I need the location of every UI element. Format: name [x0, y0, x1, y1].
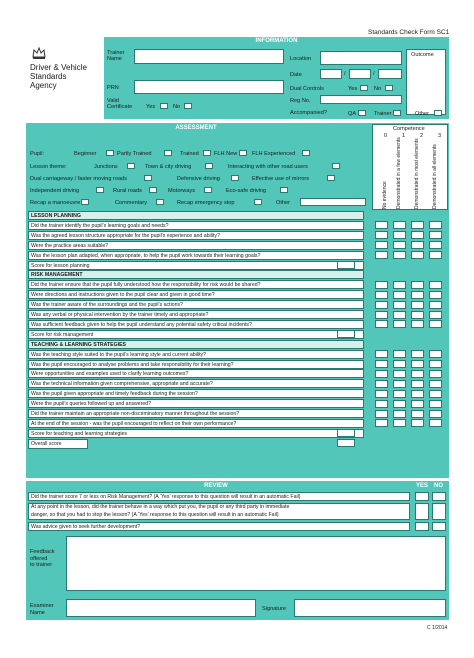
lesson-planning-item-2-level-3-checkbox[interactable] [429, 231, 442, 239]
theme-recap-manoeuvre-label: Recap a manoeuvre [30, 200, 81, 206]
level-1-desc: Demonstrated in a few elements [396, 137, 402, 209]
prn-label: PRN [107, 85, 119, 91]
teaching-learning-item-3-level-0-checkbox[interactable] [375, 370, 388, 378]
signature-field[interactable] [294, 599, 446, 617]
lesson-planning-item-2-level-0-checkbox[interactable] [375, 231, 388, 239]
review-q2 [28, 503, 410, 520]
overall-score-field[interactable] [337, 439, 355, 447]
lesson-planning-item-1-level-2-checkbox[interactable] [411, 221, 424, 229]
theme-mirrors-checkbox[interactable] [327, 175, 335, 181]
risk-management-item-1-level-3-checkbox[interactable] [429, 281, 442, 289]
risk-management-item-2-level-0-checkbox[interactable] [375, 291, 388, 299]
theme-recap-manoeuvre-checkbox[interactable] [81, 199, 89, 205]
theme-eco-checkbox[interactable] [280, 187, 288, 193]
assessment-title: ASSESSMENT [175, 125, 217, 131]
theme-junctions-label: Junctions [94, 164, 118, 170]
outcome-box[interactable] [406, 49, 446, 115]
teaching-learning-item-1-level-0-checkbox[interactable] [375, 350, 388, 358]
risk-management-item-4-level-0-checkbox[interactable] [375, 311, 388, 319]
dual-no-checkbox[interactable] [385, 85, 393, 91]
review-q1-yes-checkbox[interactable] [415, 492, 429, 501]
lesson-planning-item: Was the lesson plan adapted, when appropriate, to help the pupil work towards their learning goals? [28, 251, 364, 260]
lesson-planning-item-1-level-1-checkbox[interactable] [393, 221, 406, 229]
lesson-planning-item-2-level-1-checkbox[interactable] [393, 231, 406, 239]
risk-management-item-5-level-0-checkbox[interactable] [375, 320, 388, 328]
prn-field[interactable] [134, 80, 284, 94]
review-q2-no-checkbox[interactable] [432, 503, 446, 520]
theme-mirrors-label: Effective use of mirrors [252, 176, 310, 182]
risk-management-item-2-level-2-checkbox[interactable] [411, 291, 424, 299]
lesson-planning-item-1-level-3-checkbox[interactable] [429, 221, 442, 229]
risk-management-item-4-level-1-checkbox[interactable] [393, 311, 406, 319]
teaching-learning-score: Score for teaching and learning strategies [28, 429, 364, 438]
pupil-flh-exp-checkbox[interactable] [302, 150, 310, 156]
accompanied-other-checkbox[interactable] [434, 110, 442, 116]
teaching-learning-item-1-level-3-checkbox[interactable] [429, 350, 442, 358]
footer-code: C 1/2014 [427, 625, 448, 631]
theme-eco-label: Eco-safe driving [226, 188, 267, 194]
feedback-line-1: Feedback [30, 549, 55, 555]
risk-management-item: Did the trainer ensure that the pupil fully understood how the responsibility for risk would be shared? [28, 280, 364, 289]
pupil-partly-checkbox[interactable] [164, 150, 172, 156]
teaching-learning-item-3-level-2-checkbox[interactable] [411, 370, 424, 378]
theme-commentary-checkbox[interactable] [156, 199, 164, 205]
level-3-desc: Demonstrated in all elements [432, 144, 438, 209]
teaching-learning-item-7-level-0-checkbox[interactable] [375, 410, 388, 418]
risk-management-item: Was sufficient feedback given to help the pupil understand any potential safety critical incidents? [28, 320, 364, 329]
review-panel [26, 481, 449, 620]
lesson-planning-item-1-level-0-checkbox[interactable] [375, 221, 388, 229]
theme-recap-stop-label: Recap emergency stop [177, 200, 235, 206]
lesson-theme-label: Lesson theme: [30, 164, 67, 170]
theme-dual-checkbox[interactable] [144, 175, 152, 181]
teaching-learning-item-4-level-2-checkbox[interactable] [411, 380, 424, 388]
risk-management-item-3-level-2-checkbox[interactable] [411, 301, 424, 309]
theme-defensive-checkbox[interactable] [231, 175, 239, 181]
teaching-learning-item: Were the pupil’s queries followed up and answered? [28, 399, 364, 408]
review-q2-line1: At any point in the lesson, did the trainer behave in a way which put you, the pupil or any third party in immediate [31, 504, 290, 510]
level-2-desc: Demonstrated in most elements [414, 138, 420, 209]
feedback-field[interactable] [66, 536, 446, 591]
teaching-learning-item-4-level-1-checkbox[interactable] [393, 380, 406, 388]
accompanied-trainer-label: Trainer [374, 111, 392, 117]
teaching-learning-item: Was the pupil given appropriate and timely feedback during the session? [28, 389, 364, 398]
teaching-learning-item-5-level-3-checkbox[interactable] [429, 390, 442, 398]
teaching-learning-item: At the end of the session - was the pupil encouraged to reflect on their own performance? [28, 419, 364, 428]
location-field[interactable] [320, 51, 402, 65]
level-0-desc: No evidence [382, 181, 388, 209]
teaching-learning-score-field[interactable] [337, 429, 355, 437]
lesson-planning-score: Score for lesson planning [28, 261, 364, 270]
review-q2-yes-checkbox[interactable] [415, 503, 429, 520]
teaching-learning-item-4-level-0-checkbox[interactable] [375, 380, 388, 388]
review-q3-yes-checkbox[interactable] [415, 522, 429, 531]
risk-management-item-4-level-2-checkbox[interactable] [411, 311, 424, 319]
theme-commentary-label: Commentary [115, 200, 148, 206]
risk-management-item-1-level-0-checkbox[interactable] [375, 281, 388, 289]
review-q3-text: Was advice given to seek further development? [31, 524, 141, 530]
examiner-line-1: Examiner [30, 603, 54, 609]
risk-management: RISK MANAGEMENT [28, 270, 364, 279]
date-month-field[interactable] [349, 69, 371, 79]
risk-management-item-3-level-0-checkbox[interactable] [375, 301, 388, 309]
reg-no-field[interactable] [320, 95, 402, 104]
risk-management-item-1-level-2-checkbox[interactable] [411, 281, 424, 289]
review-q1 [28, 492, 410, 501]
date-day-field[interactable] [320, 69, 342, 79]
qa-checkbox[interactable] [358, 110, 366, 116]
lesson-planning-item-4-level-1-checkbox[interactable] [393, 251, 406, 259]
teaching-learning-item-8-level-2-checkbox[interactable] [411, 419, 424, 427]
form-title: Standards Check Form SC1 [368, 29, 450, 36]
teaching-learning-item-1-level-2-checkbox[interactable] [411, 350, 424, 358]
theme-town-label: Town & city driving [145, 164, 192, 170]
qa-label: QA [348, 111, 357, 117]
crown-crest-icon [30, 44, 48, 62]
cert-no-checkbox[interactable] [184, 103, 192, 109]
overall-score-label: Overall score [28, 439, 88, 449]
feedback-label [30, 549, 55, 569]
level-0-label: 0 [384, 133, 388, 139]
level-2-label: 2 [420, 133, 424, 139]
examiner-name-field[interactable] [66, 599, 256, 617]
risk-management-item-2-level-1-checkbox[interactable] [393, 291, 406, 299]
location-label: Location [290, 56, 312, 62]
risk-management-item-3-level-1-checkbox[interactable] [393, 301, 406, 309]
teaching-learning-item-6-level-2-checkbox[interactable] [411, 400, 424, 408]
teaching-learning-item: Did the trainer maintain an appropriate non-discriminatory manner throughout the session? [28, 409, 364, 418]
theme-motorways-label: Motorways [168, 188, 196, 194]
cert-yes-checkbox[interactable] [160, 103, 168, 109]
risk-management-item-4-level-3-checkbox[interactable] [429, 311, 442, 319]
teaching-learning-item-7-level-1-checkbox[interactable] [393, 410, 406, 418]
teaching-learning-item-8-level-0-checkbox[interactable] [375, 419, 388, 427]
risk-management-item-2-level-3-checkbox[interactable] [429, 291, 442, 299]
pupil-label: Pupil: [30, 151, 44, 157]
date-slash-2: / [373, 71, 375, 77]
teaching-learning-item-6-level-1-checkbox[interactable] [393, 400, 406, 408]
teaching-learning-item-6-level-3-checkbox[interactable] [429, 400, 442, 408]
trainer-name-text: Trainer Name [107, 50, 125, 62]
review-q1-no-checkbox[interactable] [432, 492, 446, 501]
lesson-planning-item-3-level-0-checkbox[interactable] [375, 241, 388, 249]
accompanied-other-label: Other [415, 111, 429, 117]
risk-management-item-3-level-3-checkbox[interactable] [429, 301, 442, 309]
teaching-learning-item-8-level-3-checkbox[interactable] [429, 419, 442, 427]
information-panel [104, 37, 449, 119]
lesson-planning-item-4-level-3-checkbox[interactable] [429, 251, 442, 259]
pupil-flh-exp-label: FLH Experienced [252, 151, 296, 157]
dual-yes-label: Yes [348, 86, 358, 92]
review-q3-no-checkbox[interactable] [432, 522, 446, 531]
pupil-partly-label: Partly Trained [117, 151, 152, 157]
date-slash-1: / [344, 71, 346, 77]
logo-line-3: Agency [30, 81, 57, 90]
teaching-learning-item-4-level-3-checkbox[interactable] [429, 380, 442, 388]
feedback-line-3: to trainer [30, 562, 53, 568]
theme-rural-checkbox[interactable] [149, 187, 157, 193]
dual-controls-label: Dual Controls [290, 86, 324, 92]
trainer-name-field[interactable] [134, 49, 284, 64]
teaching-learning-item-2-level-0-checkbox[interactable] [375, 360, 388, 368]
theme-other-label: Other [276, 200, 290, 206]
pupil-trained-label: Trained [180, 151, 199, 157]
teaching-learning-item-5-level-2-checkbox[interactable] [411, 390, 424, 398]
accompanied-label: Accompanied? [290, 110, 328, 116]
theme-independent-checkbox[interactable] [96, 187, 104, 193]
lesson-planning-item: Did the trainer identify the pupil’s learning goals and needs? [28, 221, 364, 230]
theme-dual-label: Dual carriageway / faster moving roads [30, 176, 128, 182]
risk-management-item: Was the trainer aware of the surroundings and the pupil’s actions? [28, 300, 364, 309]
feedback-line-2: offered [30, 555, 48, 562]
theme-interacting-checkbox[interactable] [332, 163, 340, 169]
accompanied-trainer-checkbox[interactable] [393, 110, 401, 116]
review-q1-text: Did the trainer score 7 or less on Risk Management? (A ‘Yes’ response to this question will result in an automatic Fail) [31, 494, 301, 500]
pupil-flh-new-checkbox[interactable] [239, 150, 247, 156]
review-q3 [28, 522, 410, 531]
teaching-learning-item-8-level-1-checkbox[interactable] [393, 419, 406, 427]
teaching-learning-item-2-level-3-checkbox[interactable] [429, 360, 442, 368]
dual-yes-checkbox[interactable] [360, 85, 368, 91]
teaching-learning-item: Was the pupil encouraged to analyse problems and take responsibility for their learning? [28, 360, 364, 369]
theme-other-field[interactable] [300, 198, 366, 206]
pupil-trained-checkbox[interactable] [203, 150, 211, 156]
teaching-learning-item: Was the technical information given comprehensive, appropriate and accurate? [28, 379, 364, 388]
lesson-planning-score-field[interactable] [337, 261, 355, 269]
signature-label: Signature [262, 606, 286, 612]
cert-yes-label: Yes [146, 104, 156, 110]
lesson-planning-item-3-level-1-checkbox[interactable] [393, 241, 406, 249]
lesson-planning-item-3-level-3-checkbox[interactable] [429, 241, 442, 249]
review-q2-line2: danger, so that you had to stop the lesson? (A ‘Yes’ response to this question will result in an automatic Fail) [31, 511, 279, 518]
theme-junctions-checkbox[interactable] [127, 163, 135, 169]
logo-line-1: Driver & Vehicle [30, 63, 87, 72]
risk-management-item-1-level-1-checkbox[interactable] [393, 281, 406, 289]
information-title: INFORMATION [255, 38, 298, 44]
teaching-learning-item-6-level-0-checkbox[interactable] [375, 400, 388, 408]
competence-header [372, 124, 448, 210]
teaching-learning-item-7-level-2-checkbox[interactable] [411, 410, 424, 418]
lesson-planning-item-3-level-2-checkbox[interactable] [411, 241, 424, 249]
level-1-label: 1 [402, 133, 406, 139]
risk-management-item: Was any verbal or physical intervention by the trainer timely and appropriate? [28, 310, 364, 319]
date-label: Date [290, 72, 302, 78]
valid-certificate-label [107, 98, 133, 110]
teaching-learning-item: Was the teaching style suited to the pupil’s learning style and current ability? [28, 350, 364, 359]
theme-rural-label: Rural roads [113, 188, 142, 194]
date-year-field[interactable] [378, 69, 402, 79]
competence-label: Competence [393, 126, 425, 132]
teaching-learning-item-5-level-0-checkbox[interactable] [375, 390, 388, 398]
lesson-planning-item-4-level-2-checkbox[interactable] [411, 251, 424, 259]
teaching-learning-item-7-level-3-checkbox[interactable] [429, 410, 442, 418]
examiner-name-label [30, 603, 54, 616]
review-no-header: NO [434, 483, 443, 489]
lesson-planning-item: Was the agreed lesson structure appropriate for the pupil’s experience and ability? [28, 231, 364, 240]
theme-recap-stop-checkbox[interactable] [254, 199, 262, 205]
risk-management-score: Score for risk management [28, 330, 364, 339]
teaching-learning-item-3-level-3-checkbox[interactable] [429, 370, 442, 378]
valid-certificate-text: Valid Certificate [107, 98, 133, 110]
risk-management-item-5-level-3-checkbox[interactable] [429, 320, 442, 328]
theme-defensive-label: Defensive driving [177, 176, 220, 182]
theme-motorways-checkbox[interactable] [204, 187, 212, 193]
teaching-learning-item-5-level-1-checkbox[interactable] [393, 390, 406, 398]
level-3-label: 3 [438, 133, 442, 139]
risk-management-score-field[interactable] [337, 330, 355, 338]
risk-management-item-5-level-1-checkbox[interactable] [393, 320, 406, 328]
outcome-label: Outcome [411, 52, 434, 58]
teaching-learning-item-3-level-1-checkbox[interactable] [393, 370, 406, 378]
logo-line-2: Standards [30, 72, 67, 81]
lesson-planning-item-2-level-2-checkbox[interactable] [411, 231, 424, 239]
trainer-name-label [107, 50, 127, 62]
pupil-beginner-checkbox[interactable] [106, 150, 114, 156]
teaching-learning: TEACHING & LEARNING STRATEGIES [28, 340, 364, 349]
dvsa-logo [30, 44, 102, 99]
risk-management-item: Were directions and instructions given to the pupil clear and given in good time? [28, 290, 364, 299]
risk-management-item-5-level-2-checkbox[interactable] [411, 320, 424, 328]
review-title: REVIEW [204, 483, 228, 489]
teaching-learning-item: Were opportunities and examples used to clarify learning outcomes? [28, 369, 364, 378]
review-yes-header: YES [416, 483, 429, 489]
theme-town-checkbox[interactable] [205, 163, 213, 169]
theme-independent-label: Independent driving [30, 188, 80, 194]
examiner-line-2: Name [30, 609, 45, 616]
teaching-learning-item-1-level-1-checkbox[interactable] [393, 350, 406, 358]
lesson-planning-item-4-level-0-checkbox[interactable] [375, 251, 388, 259]
pupil-flh-new-label: FLH New [214, 151, 238, 157]
cert-no-label: No [173, 104, 181, 110]
dual-no-label: No [374, 86, 382, 92]
teaching-learning-item-2-level-1-checkbox[interactable] [393, 360, 406, 368]
theme-interacting-label: Interacting with other road users [228, 164, 308, 170]
lesson-planning-item: Were the practice areas suitable? [28, 241, 364, 250]
lesson-planning: LESSON PLANNING [28, 211, 364, 220]
reg-no-label: Reg No. [290, 98, 311, 104]
pupil-beginner-label: Beginner [74, 151, 97, 157]
teaching-learning-item-2-level-2-checkbox[interactable] [411, 360, 424, 368]
